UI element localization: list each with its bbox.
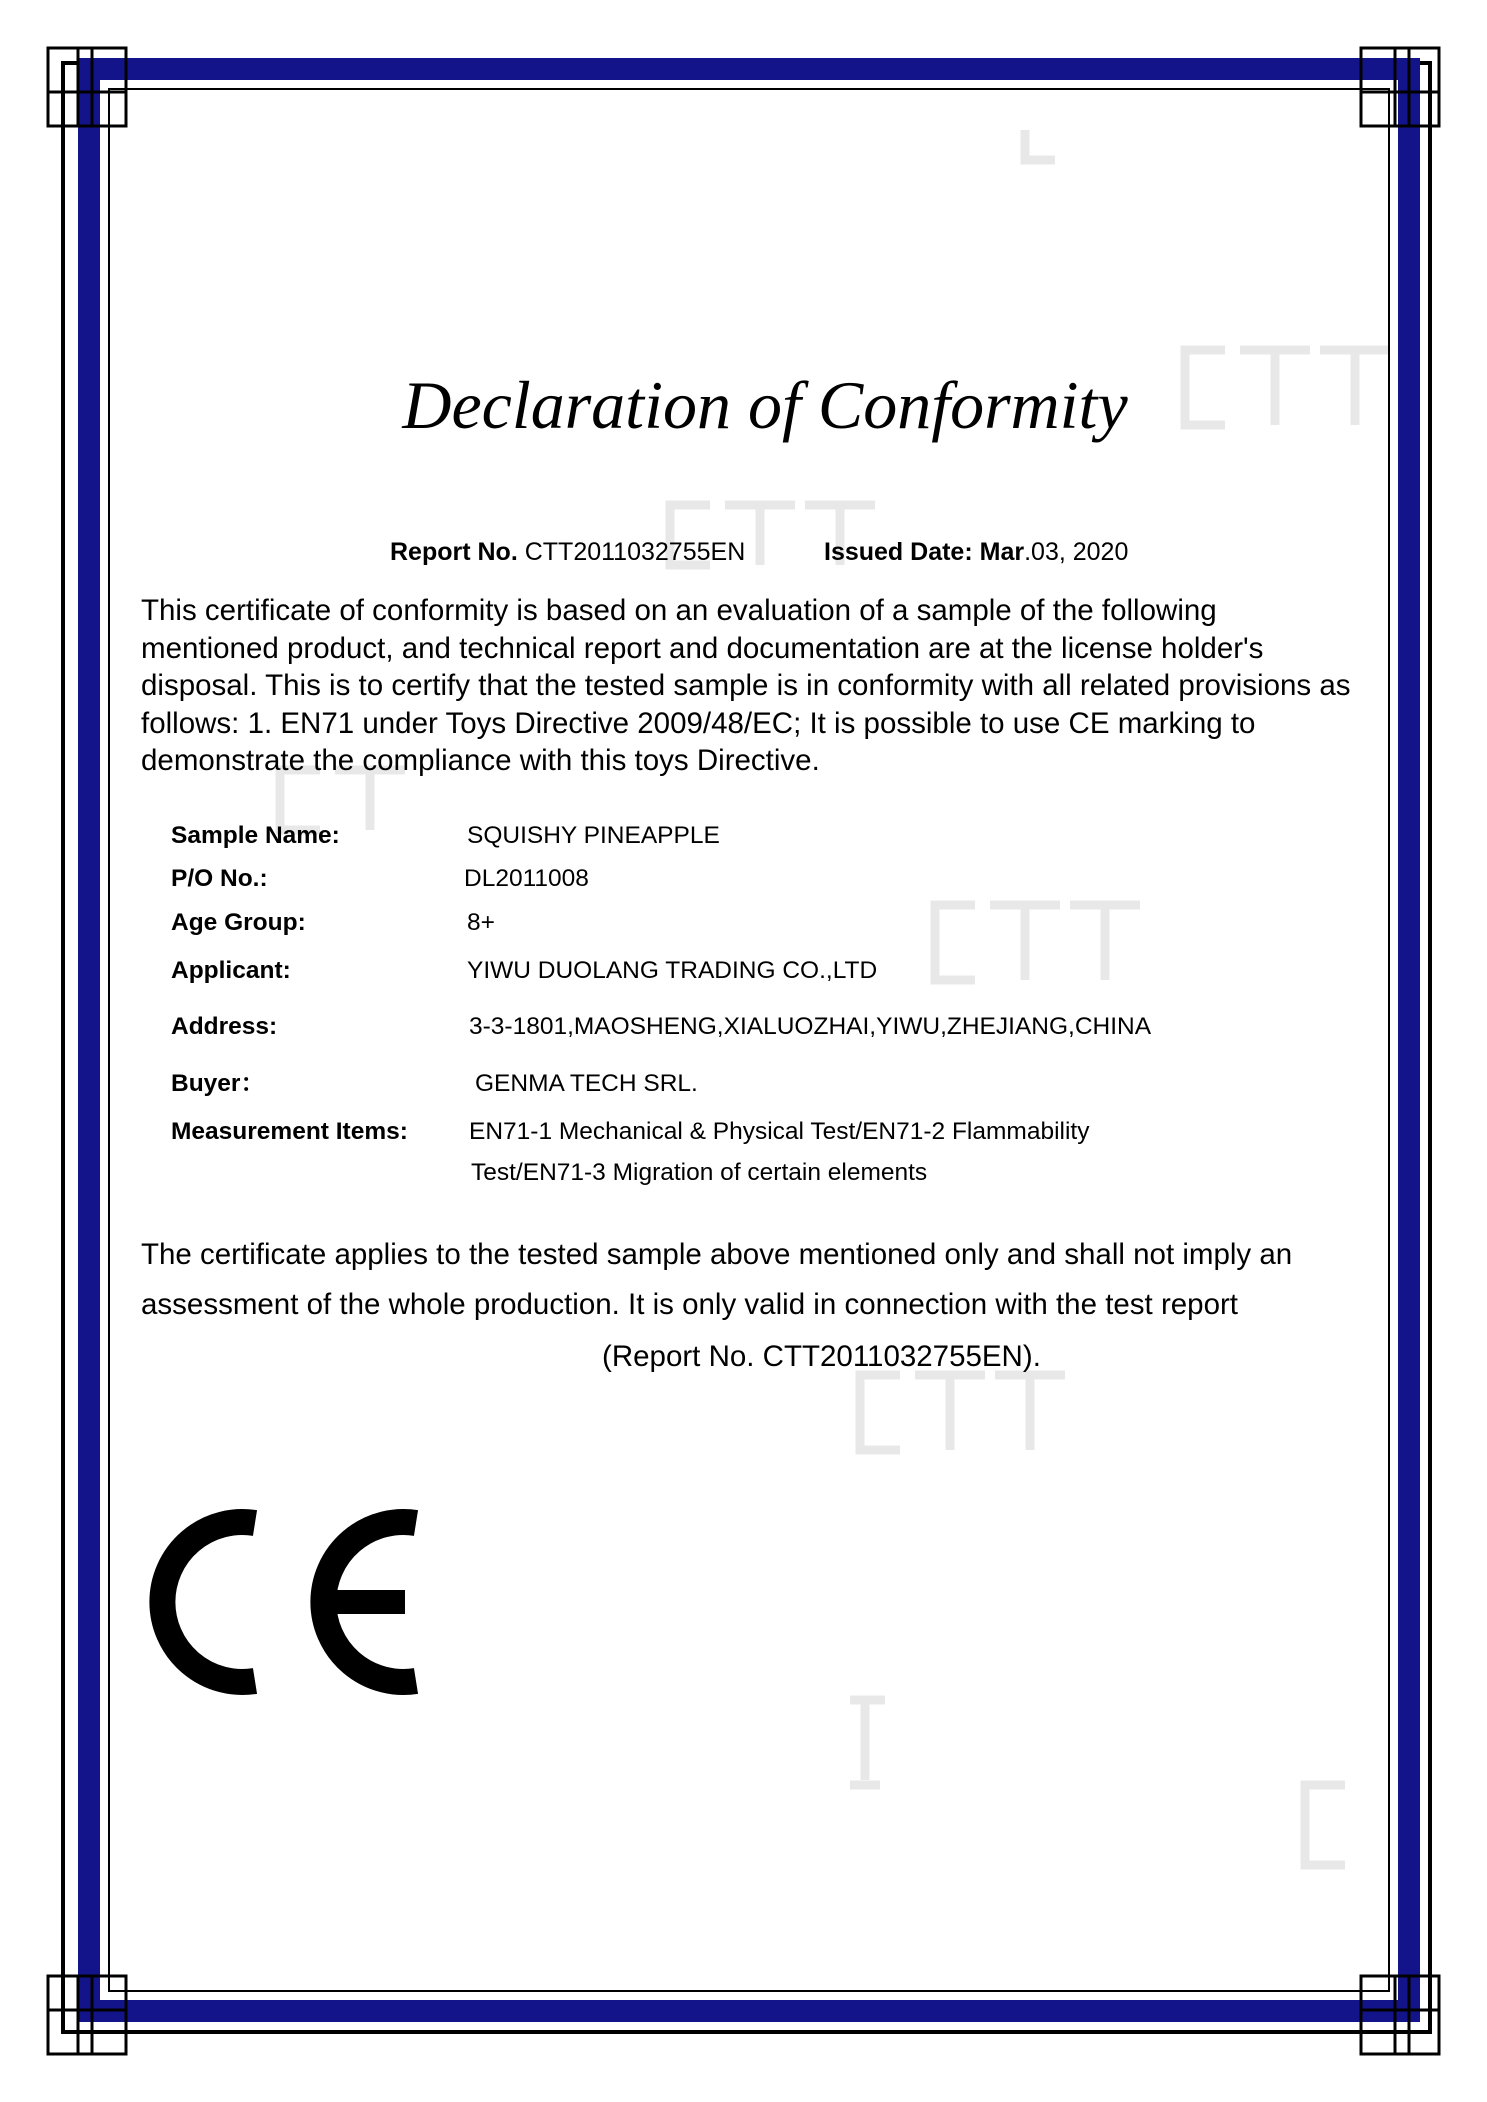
closing-line-3: (Report No. CTT2011032755EN). [602,1340,1041,1373]
po-no-label: P/O No.: [171,865,268,892]
po-no-value: DL2011008 [464,865,589,892]
measurement-items-value-line1: EN71-1 Mechanical & Physical Test/EN71-2 Flammability [469,1118,1090,1145]
address-value: 3-3-1801,MAOSHENG,XIALUOZHAI,YIWU,ZHEJIANG,CHINA [469,1013,1152,1040]
report-number [390,536,745,568]
report-number-value: CTT2011032755EN [524,538,746,566]
measurement-items-label: Measurement Items: [171,1118,408,1145]
closing-line-1: The certificate applies to the tested sample above mentioned only and shall not imply an [141,1238,1293,1271]
sample-name-label: Sample Name: [171,822,340,849]
buyer-label: Buyer： [171,1070,265,1097]
issued-date-month: Mar [979,538,1025,566]
age-group-value: 8+ [467,909,495,936]
address-label: Address: [171,1013,278,1040]
applicant-value: YIWU DUOLANG TRADING CO.,LTD [467,957,878,984]
issued-date [824,536,1128,568]
ce-mark-icon [140,1495,430,1710]
issued-date-rest: .03, 2020 [1024,538,1129,566]
age-group-label: Age Group: [171,909,306,936]
issued-date-label: Issued Date: [824,538,973,566]
document-title: Declaration of Conformity [402,367,1128,443]
intro-paragraph: This certificate of conformity is based on an evaluation of a sample of the following mentioned product, and technical report and documentation are at the license holder's disposal. This is to certify that the tested sample is in conformity with all related provisions as follows: 1. EN71 under Toys Directive 2009/48/EC; It is possible to use CE marking to demonstrate the compliance with this toys Directive. [141,594,1351,777]
sample-name-value: SQUISHY PINEAPPLE [467,822,720,849]
measurement-items-value-line2: Test/EN71-3 Migration of certain elements [471,1159,928,1186]
buyer-value: GENMA TECH SRL. [475,1070,698,1097]
applicant-label: Applicant: [171,957,291,984]
closing-line-2: assessment of the whole production. It is only valid in connection with the test report [141,1288,1239,1321]
report-number-label: Report No. [390,538,518,566]
